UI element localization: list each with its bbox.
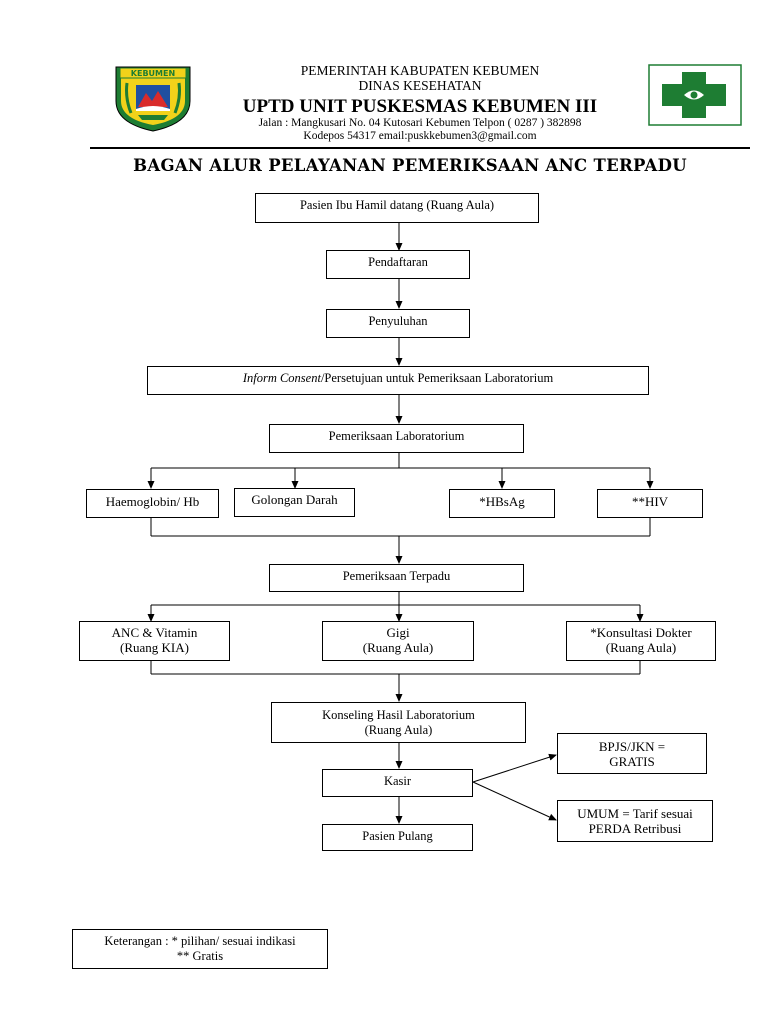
step-discharge-label: Pasien Pulang <box>362 829 433 843</box>
check-dental-line2: (Ruang Aula) <box>362 640 434 655</box>
lab-test-hiv-label: **HIV <box>631 494 669 509</box>
lab-test-hbsag-label: *HBsAg <box>479 494 525 509</box>
payment-general-line2: PERDA Retribusi <box>588 821 682 836</box>
step-registration <box>326 250 470 279</box>
chart-title: BAGAN ALUR PELAYANAN PEMERIKSAAN ANC TERPADU <box>133 156 687 175</box>
step-cashier-label: Kasir <box>383 774 412 788</box>
check-doctor <box>566 621 716 661</box>
step-arrival-label: Pasien Ibu Hamil datang (Ruang Aula) <box>299 198 495 212</box>
payment-bpjs-line1: BPJS/JKN = <box>598 739 666 754</box>
check-anc-line2: (Ruang KIA) <box>120 640 189 655</box>
step-lab <box>269 424 524 453</box>
step-result-counseling-line2: (Ruang Aula) <box>364 723 433 737</box>
step-counseling-label: Penyuluhan <box>368 314 428 328</box>
step-consent-label <box>148 371 648 386</box>
contact-line: Kodepos 54317 email:puskkebumen3@gmail.com <box>303 130 537 142</box>
consent-rest-text: /Persetujuan untuk Pemeriksaan Laboratorium <box>320 371 554 385</box>
legend-box <box>72 929 328 969</box>
step-integrated-label: Pemeriksaan Terpadu <box>342 569 451 583</box>
step-result-counseling <box>271 702 526 743</box>
step-counseling <box>326 309 470 338</box>
svg-text:KEBUMEN: KEBUMEN <box>130 69 176 78</box>
lab-test-hiv <box>597 489 703 518</box>
step-consent <box>147 366 649 395</box>
payment-bpjs-line2: GRATIS <box>609 754 655 769</box>
step-lab-label: Pemeriksaan Laboratorium <box>328 429 465 443</box>
step-registration-label: Pendaftaran <box>368 255 428 269</box>
check-anc <box>79 621 230 661</box>
check-dental-line1: Gigi <box>386 625 410 640</box>
puskesmas-title: UPTD UNIT PUSKESMAS KEBUMEN III <box>242 96 598 117</box>
step-arrival <box>255 193 539 223</box>
payment-general-line1: UMUM = Tarif sesuai <box>577 806 693 821</box>
step-integrated <box>269 564 524 592</box>
check-anc-line1: ANC & Vitamin <box>111 625 198 640</box>
legend-line2: ** Gratis <box>176 949 224 963</box>
arrow-cashier-bpjs <box>473 755 556 782</box>
check-doctor-line2: (Ruang Aula) <box>605 640 677 655</box>
consent-italic-text: Inform Consent <box>242 371 321 385</box>
health-office-name: DINAS KESEHATAN <box>358 78 482 93</box>
lab-test-hb-label: Haemoglobin/ Hb <box>105 494 200 509</box>
arrow-cashier-general <box>473 782 556 820</box>
lab-test-blood-type-label: Golongan Darah <box>251 492 338 507</box>
step-result-counseling-line1: Konseling Hasil Laboratorium <box>322 708 475 722</box>
lab-test-blood-type <box>234 488 355 517</box>
step-cashier <box>322 769 473 797</box>
government-name: PEMERINTAH KABUPATEN KEBUMEN <box>300 63 540 78</box>
lab-test-hbsag <box>449 489 555 518</box>
legend-line1: Keterangan : * pilihan/ sesuai indikasi <box>104 934 296 948</box>
step-discharge <box>322 824 473 851</box>
address-line: Jalan : Mangkusari No. 04 Kutosari Kebumen Telpon ( 0287 ) 382898 <box>258 117 582 129</box>
check-doctor-line1: *Konsultasi Dokter <box>590 625 692 640</box>
check-dental <box>322 621 474 661</box>
payment-bpjs <box>557 733 707 774</box>
lab-test-hb <box>86 489 219 518</box>
payment-general <box>557 800 713 842</box>
